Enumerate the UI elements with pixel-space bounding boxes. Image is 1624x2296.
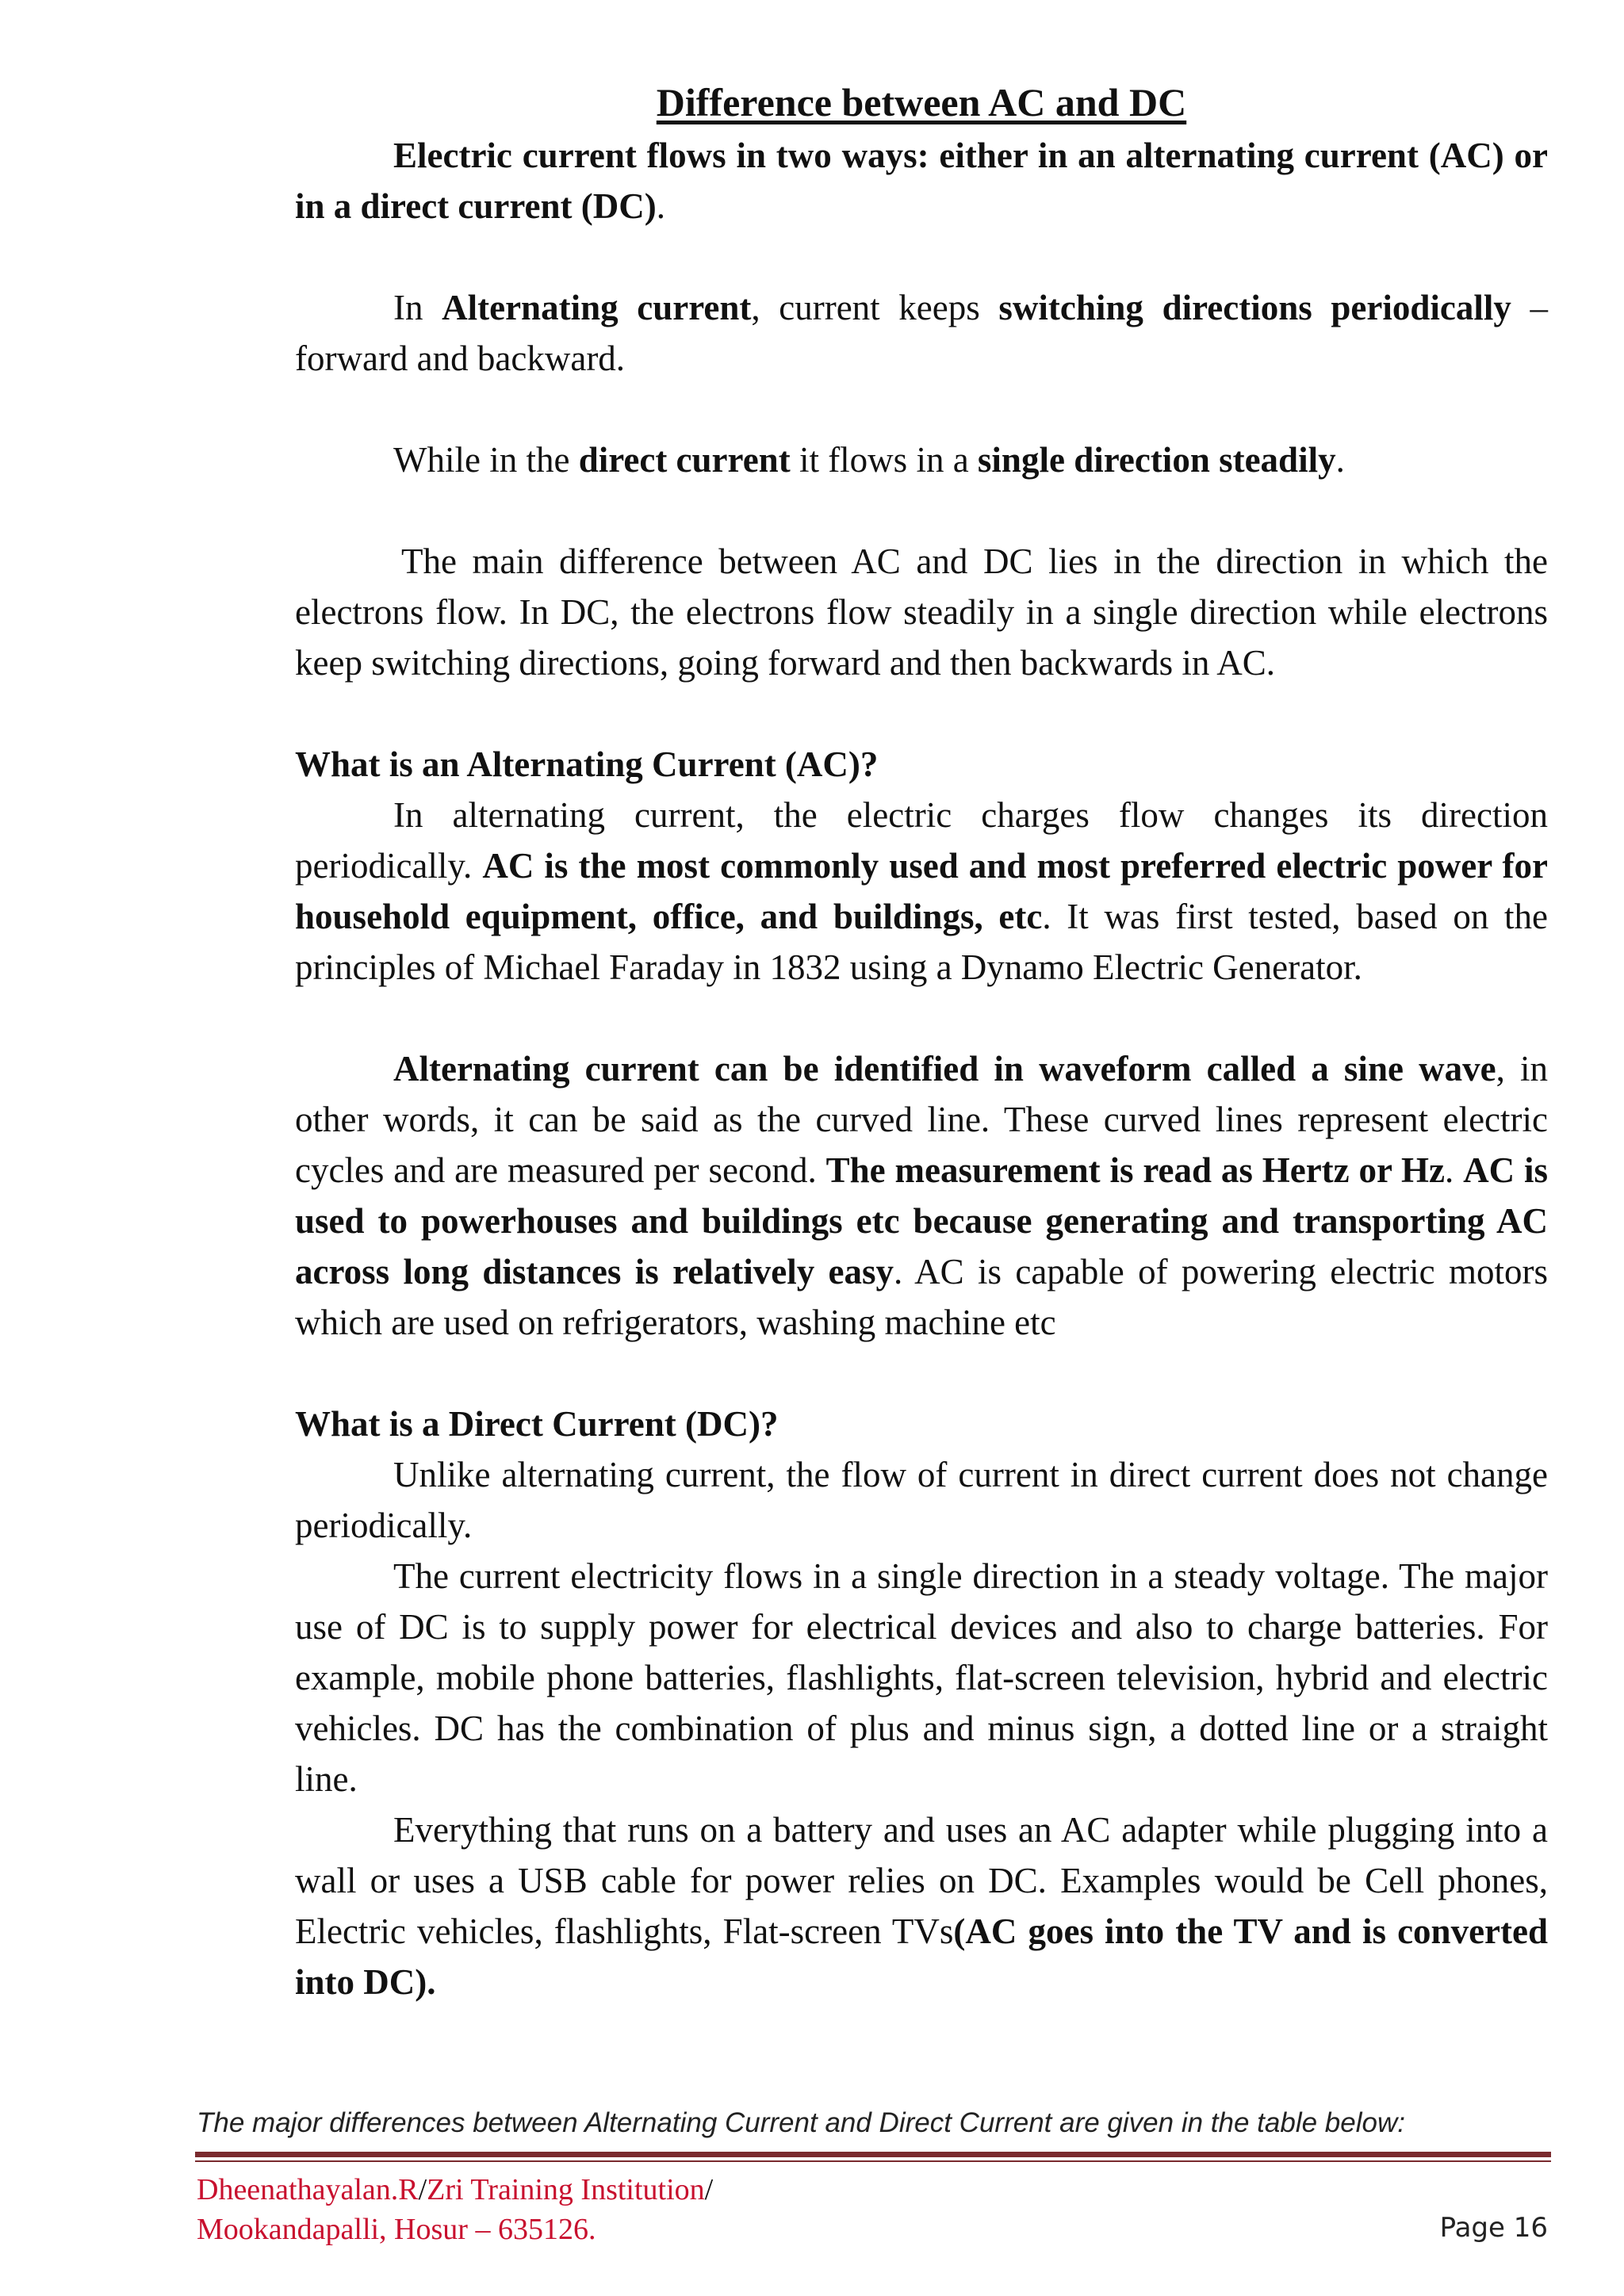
dc-p3-text: Everything that runs on a battery and uses an AC adapter while plugging into a wall or uses a USB cable for power relies on DC. Examples would be Cell phones, Electric vehicles, flashlights, Flat-screen TVs — [295, 1810, 1548, 1951]
ac-paragraph-2 — [295, 1043, 1548, 1348]
dc-def-text: While in the — [393, 440, 579, 480]
dc-paragraph-3 — [295, 1804, 1548, 2007]
table-caption: The major differences between Alternating Current and Direct Current are given in the table below: — [197, 2107, 1405, 2138]
ac-def-text: – forward and backward. — [295, 288, 1548, 378]
ac-definition-paragraph — [295, 282, 1548, 384]
ac-p2-emphasis: Alternating current can be identified in waveform called a sine wave — [393, 1049, 1496, 1089]
ac-p2-text: , in other words, it can be said as the curved line. These curved lines represent electric cycles and are measured per second. — [295, 1049, 1548, 1190]
page-body — [295, 130, 1548, 2007]
intro-end: . — [656, 186, 665, 226]
footer-institution: Zri Training Institution — [427, 2173, 705, 2206]
main-difference-paragraph: The main difference between AC and DC lies in the direction in which the electrons flow. In DC, the electrons flow steadily in a single direction while electrons keep switching directions, going forward and then backwards in AC. — [295, 541, 1548, 683]
footer-line-1 — [197, 2170, 713, 2210]
footer-address: Mookandapalli, Hosur – 635126. — [197, 2213, 596, 2246]
footer-separator: / — [418, 2173, 427, 2206]
ac-p2-text: . — [1445, 1150, 1464, 1190]
ac-def-term: Alternating current — [442, 288, 752, 327]
ac-p1-emphasis: AC is the most commonly used and most preferred electric power for household equipment, office, and buildings, etc — [295, 846, 1548, 936]
dc-section-heading: What is a Direct Current (DC)? — [295, 1404, 779, 1444]
page-title: Difference between AC and DC — [656, 80, 1187, 124]
dc-def-emphasis: single direction steadily — [977, 440, 1336, 480]
ac-def-text: , current keeps — [751, 288, 999, 327]
ac-p1-text: In alternating current, the electric charges flow changes its direction periodically. — [295, 795, 1548, 886]
dc-def-text: . — [1335, 440, 1345, 480]
ac-p2-emphasis: The measurement is read as Hertz or Hz — [825, 1150, 1445, 1190]
ac-def-text: In — [393, 288, 442, 327]
dc-def-text: it flows in a — [790, 440, 978, 480]
footer-author: Dheenathayalan.R — [197, 2173, 419, 2206]
ac-p2-text: . AC is capable of powering electric motors which are used on refrigerators, washing machine etc — [295, 1252, 1548, 1342]
dc-def-term: direct current — [578, 440, 791, 480]
dc-definition-paragraph — [295, 434, 1548, 485]
footer-separator: / — [704, 2173, 714, 2206]
ac-paragraph-1 — [295, 790, 1548, 993]
footer-divider-thin — [195, 2160, 1551, 2162]
dc-paragraph-2: The current electricity flows in a single direction in a steady voltage. The major use of DC is to supply power for electrical devices and also to charge batteries. For example, mobile phone batteries, flashlights, flat-screen television, hybrid and electric vehicles. DC has the combination of plus and minus sign, a dotted line or a straight line. — [295, 1556, 1548, 1799]
ac-def-emphasis: switching directions periodically — [998, 288, 1511, 327]
footer-block — [197, 2170, 713, 2249]
dc-paragraph-1: Unlike alternating current, the flow of current in direct current does not change periodically. — [295, 1455, 1548, 1545]
ac-section-heading: What is an Alternating Current (AC)? — [295, 744, 879, 784]
intro-bold-text: Electric current flows in two ways: either in an alternating current (AC) or in a direct current (DC) — [295, 136, 1548, 226]
ac-p1-text: . It was first tested, based on the principles of Michael Faraday in 1832 using a Dynamo Electric Generator. — [295, 897, 1549, 987]
footer-divider-thick — [195, 2152, 1551, 2157]
dc-p3-emphasis: (AC goes into the TV and is converted into DC). — [295, 1911, 1549, 2002]
page-number: Page 16 — [1439, 2212, 1548, 2244]
ac-p2-emphasis: AC is used to powerhouses and buildings etc because generating and transporting AC across long distances is relatively easy — [295, 1150, 1548, 1292]
intro-paragraph — [295, 130, 1548, 232]
